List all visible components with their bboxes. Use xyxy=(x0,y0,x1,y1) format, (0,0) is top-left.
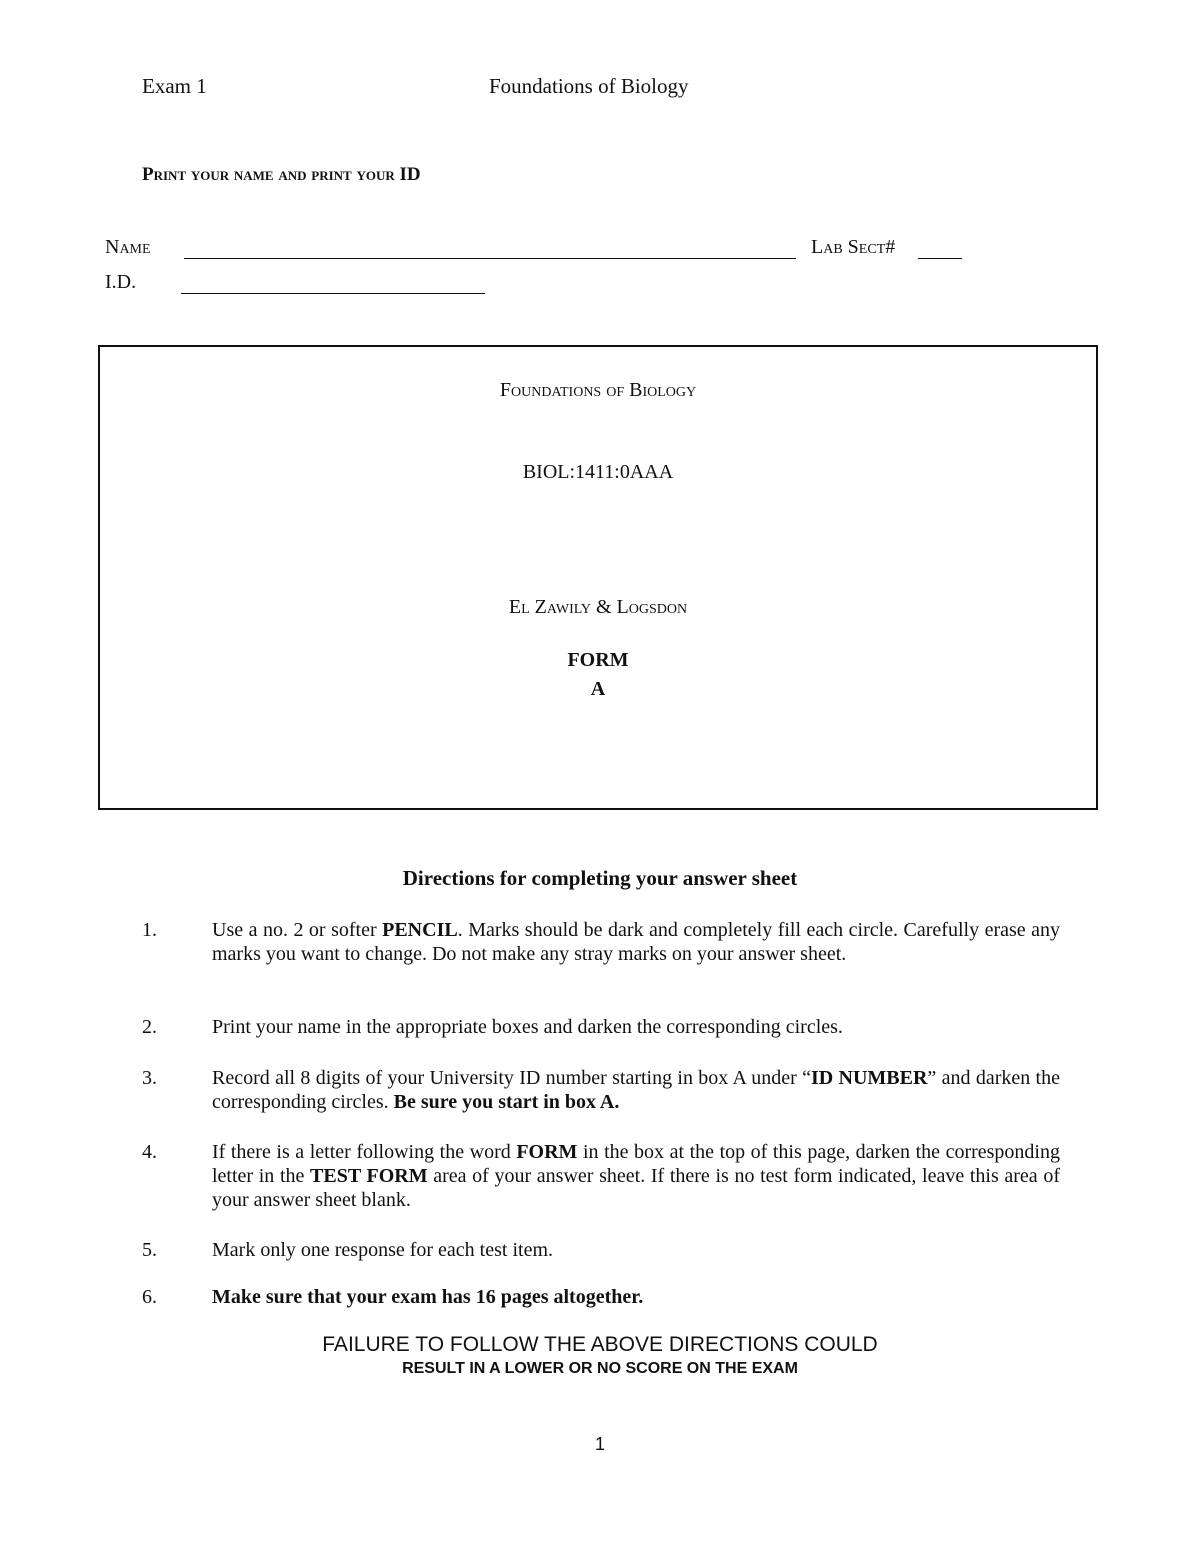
item-text: Use a no. 2 or softer PENCIL. Marks should be dark and completely fill each circle. Carefully erase any marks you want to change. Do not make any stray marks on your answer sheet. xyxy=(212,919,1061,965)
item-text: Record all 8 digits of your University ID number starting in box A under “ID NUMBER” and darken the corresponding circles. Be sure you start in box A. xyxy=(212,1067,1060,1113)
item-number: 6. xyxy=(142,1286,157,1308)
item-text: Make sure that your exam has 16 pages altogether. xyxy=(212,1286,644,1308)
directions-title: Directions for completing your answer sheet xyxy=(402,866,798,890)
cover-form-label: FORM xyxy=(567,649,629,671)
item-text: Print your name in the appropriate boxes and darken the corresponding circles. xyxy=(212,1016,843,1038)
print-instruction: Print your name and print your ID xyxy=(142,164,421,185)
cover-course-code: BIOL:1411:0AAA xyxy=(522,461,674,483)
item-number: 5. xyxy=(142,1239,157,1261)
item-text: Mark only one response for each test item. xyxy=(212,1239,554,1261)
cover-instructors: El Zawily & Logsdon xyxy=(508,596,688,618)
warning-line-1: FAILURE TO FOLLOW THE ABOVE DIRECTIONS COULD xyxy=(322,1333,878,1356)
item-text: If there is a letter following the word FORM in the box at the top of this page, darken the corresponding letter in the TEST FORM area of your answer sheet. If there is no test form indicated, leave this area of your answer sheet blank. xyxy=(212,1141,1061,1211)
lab-sect-label: Lab Sect# xyxy=(811,236,896,258)
cover-box xyxy=(98,345,1098,810)
item-number: 2. xyxy=(142,1016,157,1038)
id-blank[interactable] xyxy=(181,276,485,294)
item-number: 1. xyxy=(142,919,157,941)
item-number: 3. xyxy=(142,1067,157,1089)
cover-form-letter: A xyxy=(590,678,606,700)
name-blank[interactable] xyxy=(184,241,796,259)
header-course-title: Foundations of Biology xyxy=(489,74,689,98)
page-number: 1 xyxy=(594,1434,605,1454)
id-label: I.D. xyxy=(105,271,137,293)
item-number: 4. xyxy=(142,1141,157,1163)
cover-course-title: Foundations of Biology xyxy=(499,379,697,401)
lab-sect-blank[interactable] xyxy=(918,241,962,259)
warning-line-2: RESULT IN A LOWER OR NO SCORE ON THE EXAM xyxy=(402,1360,798,1377)
name-field-row xyxy=(105,236,151,259)
name-label: Name xyxy=(105,236,151,258)
header-exam-label: Exam 1 xyxy=(142,74,207,98)
